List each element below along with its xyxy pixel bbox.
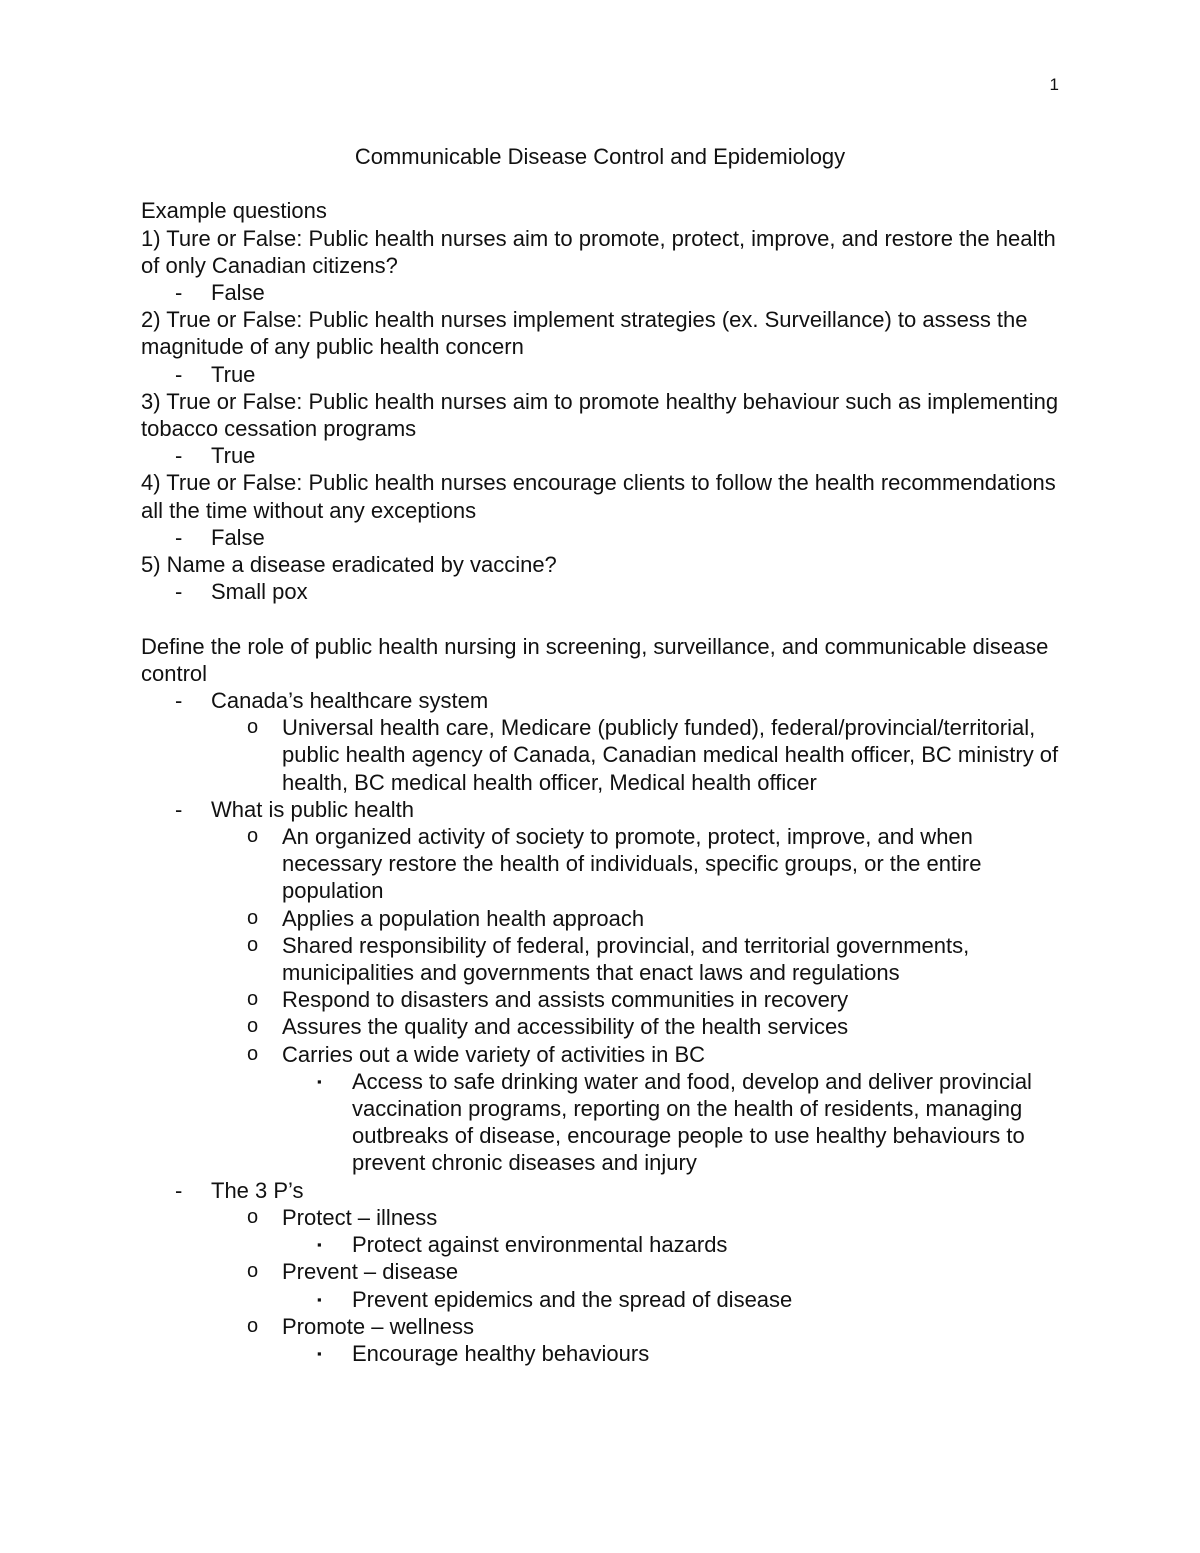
circle-bullet: o <box>247 1205 259 1228</box>
question-4: 4) True or False: Public health nurses encourage clients to follow the health recommendations all the time without any exceptions <box>141 470 1056 523</box>
public-health-detail-1 <box>141 823 1059 905</box>
square-bullet: ▪ <box>317 1237 322 1253</box>
promote-detail <box>141 1340 1059 1367</box>
item-label: Canada’s healthcare system <box>211 688 489 714</box>
answer-5 <box>141 578 1059 605</box>
example-questions-heading: Example questions <box>141 198 327 224</box>
canada-healthcare-detail <box>141 714 1059 796</box>
dash-bullet: - <box>175 688 183 714</box>
page-number: 1 <box>1049 75 1059 94</box>
dash-bullet: - <box>175 524 183 550</box>
prevent-item <box>141 1258 1059 1285</box>
item-text: Universal health care, Medicare (publicly funded), federal/provincial/territorial, public health agency of Canada, Canadian medical health officer, BC ministry of health, BC medical health officer, Medical health officer <box>282 715 1059 795</box>
blank-line <box>141 605 1059 632</box>
circle-bullet: o <box>247 1260 259 1283</box>
item-text: Shared responsibility of federal, provincial, and territorial governments, municipalities and governments that enact laws and regulations <box>282 932 970 986</box>
answer-1 <box>141 279 1059 306</box>
item-text: Respond to disasters and assists communities in recovery <box>282 987 849 1013</box>
canada-healthcare-item <box>141 687 1059 714</box>
circle-bullet: o <box>247 906 259 929</box>
dash-bullet: - <box>175 443 183 469</box>
document-title: Communicable Disease Control and Epidemiology <box>354 144 846 169</box>
circle-bullet: o <box>247 1015 259 1038</box>
circle-bullet: o <box>247 1042 259 1065</box>
answer-text: False <box>211 280 265 305</box>
public-health-detail-6 <box>141 1041 1059 1068</box>
public-health-detail-4 <box>141 986 1059 1013</box>
item-text: Promote – wellness <box>282 1313 474 1339</box>
protect-item <box>141 1204 1059 1231</box>
item-text: Applies a population health approach <box>282 905 645 931</box>
public-health-item <box>141 796 1059 823</box>
square-bullet: ▪ <box>317 1291 322 1307</box>
document-body <box>141 143 1059 1367</box>
define-role-section <box>141 633 1059 1367</box>
protect-detail <box>141 1231 1059 1258</box>
public-health-detail-2 <box>141 905 1059 932</box>
question-1: 1) Ture or False: Public health nurses aim to promote, protect, improve, and restore the health of only Canadian citizens? <box>141 225 1056 278</box>
item-label: What is public health <box>211 796 414 822</box>
item-label: The 3 P’s <box>211 1177 304 1203</box>
circle-bullet: o <box>247 825 259 848</box>
square-bullet: ▪ <box>317 1073 322 1089</box>
question-3: 3) True or False: Public health nurses aim to promote healthy behaviour such as implementing tobacco cessation programs <box>141 388 1059 442</box>
promote-item <box>141 1313 1059 1340</box>
item-text: Access to safe drinking water and food, develop and deliver provincial vaccination programs, reporting on the health of residents, managing outbreaks of disease, encourage people to use healthy behaviours to prevent chronic diseases and injury <box>352 1068 1032 1176</box>
item-text: Protect against environmental hazards <box>352 1232 728 1258</box>
answer-text: True <box>211 361 256 387</box>
dash-bullet: - <box>175 361 183 387</box>
dash-bullet: - <box>175 579 183 605</box>
item-text: Assures the quality and accessibility of the health services <box>282 1014 849 1040</box>
dash-bullet: - <box>175 796 183 822</box>
item-text: Prevent – disease <box>282 1259 459 1285</box>
circle-bullet: o <box>247 716 259 739</box>
dash-bullet: - <box>175 280 183 305</box>
item-text: Protect – illness <box>282 1204 438 1230</box>
item-text: Carries out a wide variety of activities in BC <box>282 1041 706 1067</box>
question-2: 2) True or False: Public health nurses implement strategies (ex. Surveillance) to assess the magnitude of any public health concern <box>141 307 1028 360</box>
bc-activities-detail <box>141 1068 1059 1177</box>
answer-2 <box>141 361 1059 388</box>
item-text: An organized activity of society to promote, protect, improve, and when necessary restore the health of individuals, specific groups, or the entire population <box>282 824 982 904</box>
item-text: Encourage healthy behaviours <box>352 1340 650 1366</box>
square-bullet: ▪ <box>317 1345 322 1361</box>
item-text: Prevent epidemics and the spread of disease <box>352 1286 793 1312</box>
dash-bullet: - <box>175 1177 183 1203</box>
answer-text: True <box>211 443 256 469</box>
example-questions-section <box>141 197 1059 605</box>
public-health-detail-3 <box>141 932 1059 986</box>
answer-3 <box>141 442 1059 469</box>
circle-bullet: o <box>247 988 259 1011</box>
three-ps-item <box>141 1177 1059 1204</box>
answer-text: Small pox <box>211 579 308 605</box>
prevent-detail <box>141 1286 1059 1313</box>
circle-bullet: o <box>247 1314 259 1337</box>
answer-4 <box>141 524 1059 551</box>
define-role-heading: Define the role of public health nursing in screening, surveillance, and communicable disease control <box>141 633 1049 686</box>
answer-text: False <box>211 524 265 550</box>
question-5: 5) Name a disease eradicated by vaccine? <box>141 552 557 578</box>
public-health-detail-5 <box>141 1013 1059 1040</box>
circle-bullet: o <box>247 933 259 956</box>
